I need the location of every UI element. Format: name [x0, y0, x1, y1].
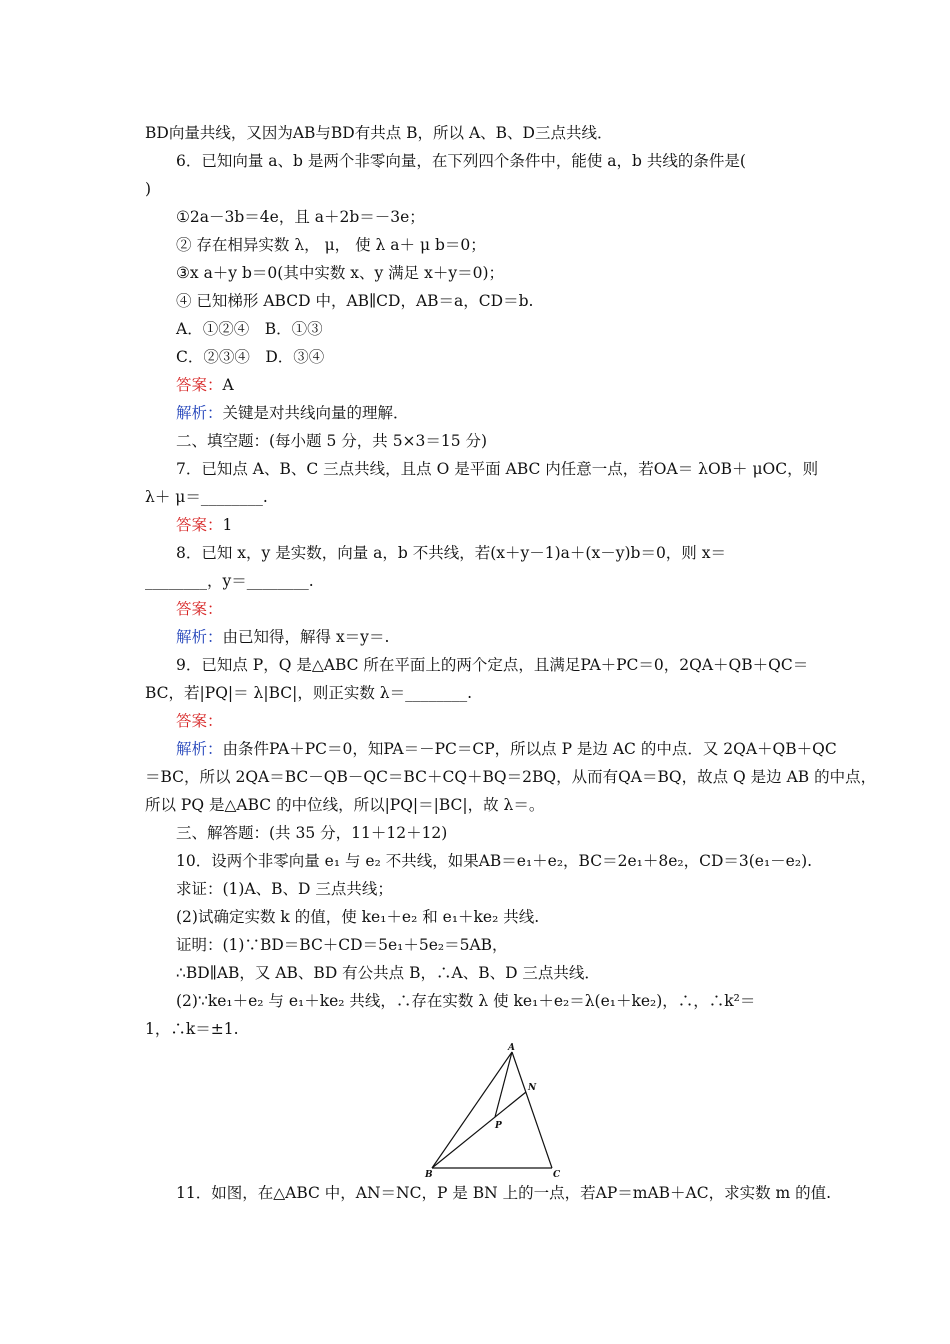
- text-line: ________，y＝________.: [145, 572, 314, 590]
- analysis-label: 解析：: [176, 404, 223, 422]
- answer-label: 答案：: [176, 600, 223, 618]
- question-10: 10．设两个非零向量 e₁ 与 e₂ 不共线，如果AB＝e₁＋e₂，BC＝2e₁＋8e₂，CD＝3(e₁－e₂).: [176, 852, 813, 870]
- question-6: 6．已知向量 a、b 是两个非零向量，在下列四个条件中，能使 a，b 共线的条件是(: [176, 152, 746, 170]
- answer-value: A: [222, 376, 234, 394]
- option-4: ④ 已知梯形 ABCD 中，AB∥CD，AB＝a，CD＝b.: [176, 292, 534, 310]
- proof-line: (2)∵ke₁＋e₂ 与 e₁＋ke₂ 共线，∴存在实数 λ 使 ke₁＋e₂＝λ(e₁＋ke₂)，∴，∴k²＝: [176, 992, 756, 1010]
- answer-line: [176, 375, 806, 395]
- question-8: 8．已知 x，y 是实数，向量 a，b 不共线，若(x＋y－1)a＋(x－y)b＝0，则 x＝: [176, 544, 726, 562]
- label-b: B: [425, 1170, 433, 1180]
- edge-ac: [512, 1052, 552, 1168]
- triangle-figure: [420, 1042, 570, 1182]
- text-line: ＝BC，所以 2QA＝BC－QB－QC＝BC＋CQ＋BQ＝2BQ，从而有QA＝BQ，故点 Q 是边 AB 的中点，: [145, 768, 877, 786]
- choices-ab: A．①②④ B．①③: [176, 320, 323, 338]
- analysis-line: [176, 403, 806, 423]
- edge-ab: [432, 1052, 512, 1168]
- segment-bn: [432, 1092, 526, 1168]
- analysis-label: 解析：: [176, 740, 223, 758]
- label-a: A: [508, 1043, 515, 1053]
- analysis-label: 解析：: [176, 628, 223, 646]
- analysis-text: 关键是对共线向量的理解．: [222, 404, 409, 422]
- text-line: λ＋ μ＝________.: [145, 488, 268, 506]
- question-9: 9．已知点 P，Q 是△ABC 所在平面上的两个定点，且满足PA＋PC＝0，2QA＋QB＋QC＝: [176, 656, 809, 674]
- answer-label: 答案：: [176, 376, 223, 394]
- label-n: N: [528, 1083, 537, 1093]
- text-line: 1，∴k＝±1.: [145, 1020, 239, 1038]
- section-heading: 三、解答题：(共 35 分，11＋12＋12): [176, 824, 448, 842]
- label-c: C: [553, 1170, 561, 1180]
- text-line: 求证：(1)A、B、D 三点共线；: [176, 880, 393, 898]
- section-heading: 二、填空题：(每小题 5 分，共 5×3＝15 分): [176, 432, 488, 450]
- text-line: (2)试确定实数 k 的值，使 ke₁＋e₂ 和 e₁＋ke₂ 共线.: [176, 908, 540, 926]
- text-line: BC，若|PQ|＝ λ|BC|，则正实数 λ＝________.: [145, 684, 473, 702]
- label-p: P: [495, 1121, 502, 1131]
- proof-line: 证明：(1)∵BD＝BC＋CD＝5e₁＋5e₂＝5AB，: [176, 936, 508, 954]
- option-1: ①2a－3b＝4e，且 a＋2b＝－3e；: [176, 208, 425, 226]
- analysis-line: [176, 627, 806, 647]
- answer-line: [176, 711, 806, 731]
- answer-value: 1: [222, 516, 233, 534]
- answer-line: [176, 515, 806, 535]
- text-line: ): [145, 180, 152, 198]
- segment-ap: [495, 1052, 512, 1117]
- analysis-line: [176, 739, 837, 759]
- option-2: ② 存在相异实数 λ， μ， 使 λ a＋ μ b＝0；: [176, 236, 486, 254]
- text-line: BD向量共线，又因为AB与BD有共点 B，所以 A、B、D三点共线．: [145, 124, 613, 142]
- choices-cd: C．②③④ D．③④: [176, 348, 325, 366]
- text-line: 所以 PQ 是△ABC 的中位线，所以|PQ|＝|BC|，故 λ＝。: [145, 796, 545, 814]
- proof-line: ∴BD∥AB，又 AB、BD 有公共点 B，∴A、B、D 三点共线．: [176, 964, 600, 982]
- answer-label: 答案：: [176, 712, 223, 730]
- answer-label: 答案：: [176, 516, 223, 534]
- analysis-text: 由已知得，解得 x＝y＝.: [222, 628, 390, 646]
- question-7: 7．已知点 A、B、C 三点共线，且点 O 是平面 ABC 内任意一点，若OA＝ λOB＋ μOC，则: [176, 460, 819, 478]
- analysis-text: 由条件PA＋PC＝0，知PA＝－PC＝CP，所以点 P 是边 AC 的中点．又 2QA＋QB＋QC: [222, 740, 837, 758]
- option-3: ③x a＋y b＝0(其中实数 x、y 满足 x＋y＝0)；: [176, 264, 505, 282]
- question-11: 11．如图，在△ABC 中，AN＝NC，P 是 BN 上的一点，若AP＝mAB＋AC，求实数 m 的值.: [176, 1184, 832, 1202]
- answer-line: [176, 599, 806, 619]
